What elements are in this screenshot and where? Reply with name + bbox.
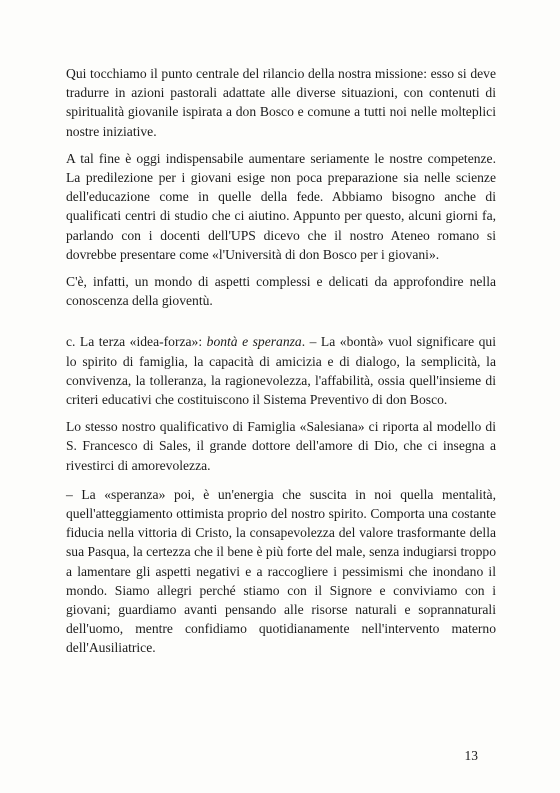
point-c-lead: c. La terza «idea-forza»: (66, 334, 207, 350)
paragraph-hope: – La «speranza» poi, è un'energia che suscita in noi quella mentalità, quell'atteggiamento ottimista proprio del nostro spirito. Comporta una costante fiducia nella vittoria di Cristo, la consapevolezza del valore trasformante della sua Pasqua, la certezza che il bene è più forte del male, senza indugiarsi troppo a lamentare gli aspetti negativi e a raccogliere i pessimismi che inondano il mondo. Siamo allegri perché stiamo con il Signore e conviviamo con i giovani; guardiamo avanti pensando alle risorse naturali e soprannaturali dell'uomo, mentre confidiamo quotidianamente nell'intervento materno dell'Ausiliatrice. (66, 486, 496, 656)
point-c-body: vuol significare qui lo spirito di famiglia, la capacità di amicizia e di dialogo, la semplicità, la convivenza, la tolleranza, la ragionevolezza, l'affabilità, ossia quell'insieme di criteri educativi che costituiscono il Sistema Preventivo di don Bosco. (66, 334, 496, 408)
paragraph-competences: A tal fine è oggi indispensabile aumentare seriamente le nostre competenze. La predilezione per i giovani esige non poca preparazione sia nelle scienze dell'educazione come in quelle della fede. Abbiamo bisogno anche di qualificati centri di studio che ci aiutino. Appunto per questo, alcuni giorni fa, parlando con i docenti dell'UPS dicevo che il nostro Ateneo romano si dovrebbe presentare come «l'Università di don Bosco per i giovani». (66, 150, 496, 262)
point-c-italic-title: bontà e speranza (206, 334, 302, 350)
paragraph-salesian-family: Lo stesso nostro qualificativo di Famiglia «Salesiana» ci riporta al modello di S. Francesco di Sales, il grande dottore dell'amore di Dio, che ci insegna a rivestirci di amorevolezza. (66, 419, 496, 473)
paragraph-point-c (66, 332, 496, 409)
paragraph-youth-knowledge: C'è, infatti, un mondo di aspetti complessi e delicati da approfondire nella conoscenza della gioventù. (66, 274, 496, 309)
point-c-tail: . – La «bontà» (301, 334, 384, 350)
paragraph-mission: Qui tocchiamo il punto centrale del rilancio della nostra missione: esso si deve tradurre in azioni pastorali adattate alle diverse situazioni, con contenuti di spiritualità giovanile ispirata a don Bosco e comune a tutti noi nelle molteplici nostre iniziative. (66, 66, 496, 139)
body-text (66, 64, 496, 658)
page-number: 13 (464, 748, 478, 763)
